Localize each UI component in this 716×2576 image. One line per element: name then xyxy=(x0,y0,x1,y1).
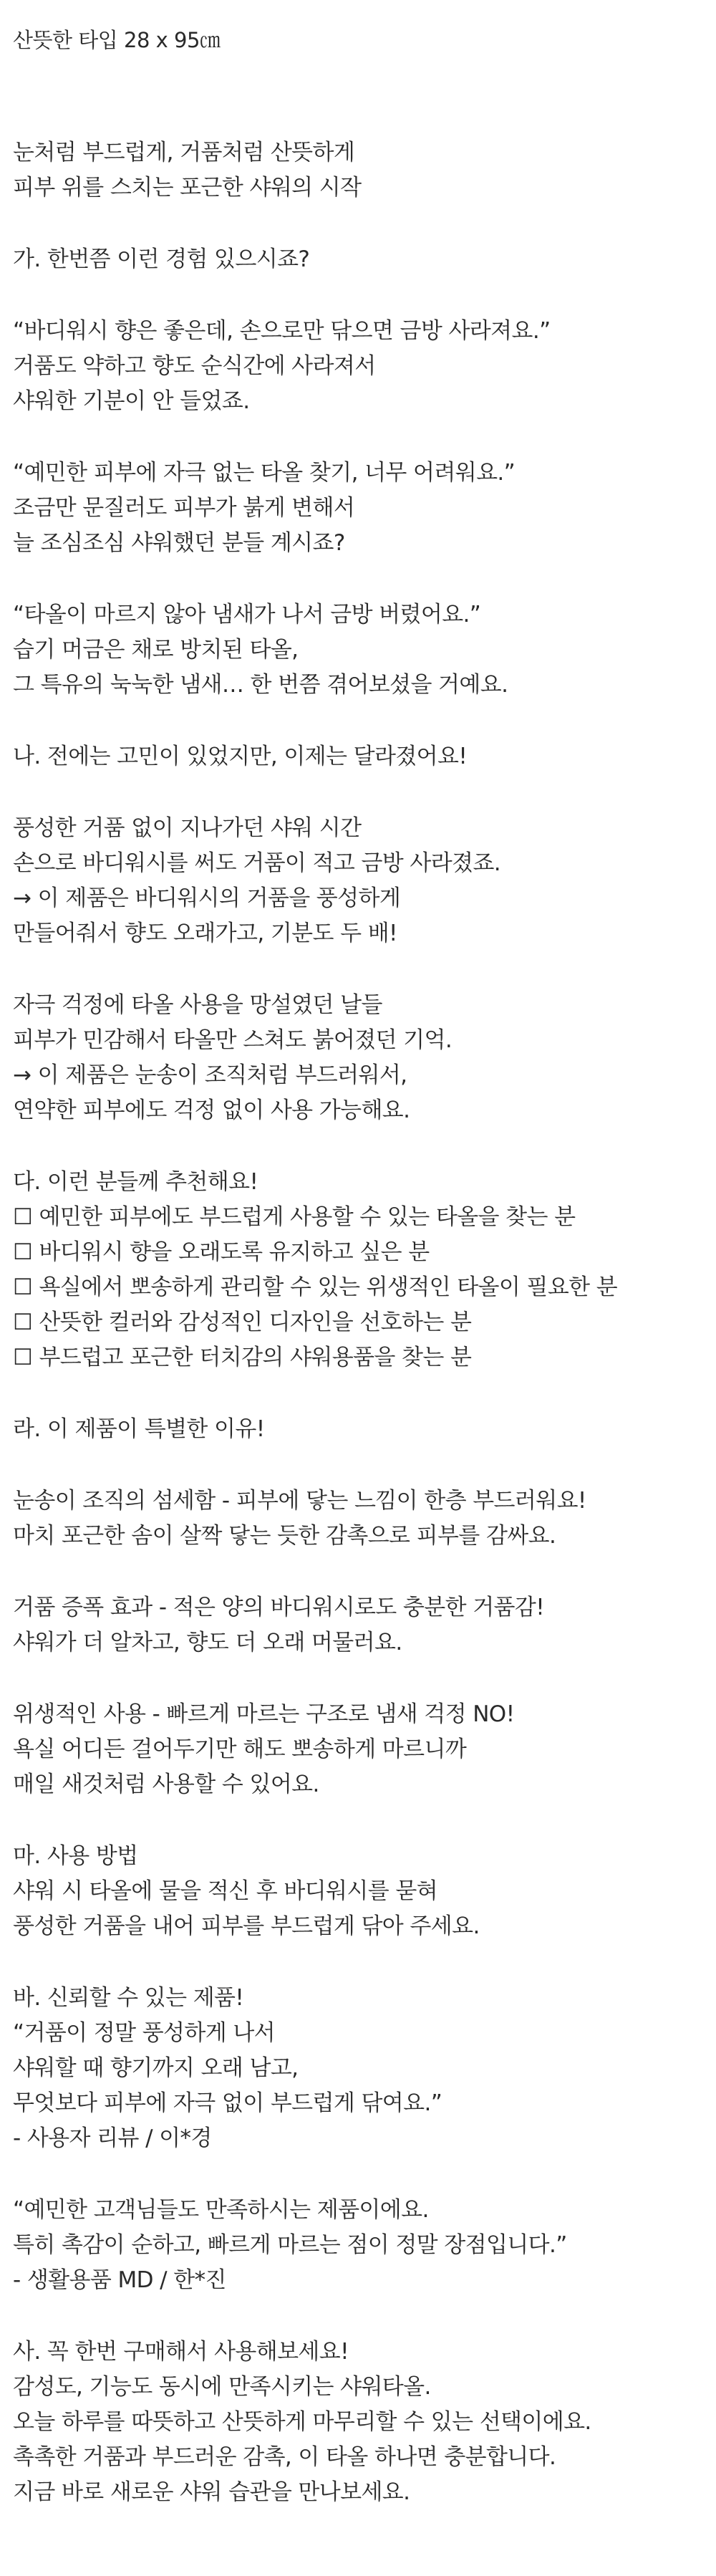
quote-line: 샤워할 때 향기까지 오래 남고, xyxy=(13,2055,299,2081)
paragraph-line: 지금 바로 새로운 샤워 습관을 만나보세요. xyxy=(13,2479,410,2505)
paragraph-line: 연약한 피부에도 걱정 없이 사용 가능해요. xyxy=(13,1097,410,1123)
paragraph-line: 손으로 바디워시를 써도 거품이 적고 금방 사라졌죠. xyxy=(13,850,501,876)
quote-line: “예민한 피부에 자극 없는 타올 찾기, 너무 어려워요.” xyxy=(13,460,516,486)
paragraph-line: 그 특유의 눅눅한 냄새… 한 번쯤 겪어보셨을 거예요. xyxy=(13,672,508,698)
paragraph-line: 거품도 약하고 향도 순식간에 사라져서 xyxy=(13,353,376,379)
quote-line: “거품이 정말 풍성하게 나서 xyxy=(13,2020,276,2046)
checklist-item: ☐ 바디워시 향을 오래도록 유지하고 싶은 분 xyxy=(13,1239,430,1265)
paragraph-line: 샤워한 기분이 안 들었죠. xyxy=(13,388,250,414)
paragraph-line: 마치 포근한 솜이 살짝 닿는 듯한 감촉으로 피부를 감싸요. xyxy=(13,1523,556,1549)
paragraph-line: 샤워 시 타올에 물을 적신 후 바디워시를 묻혀 xyxy=(13,1878,438,1904)
product-title: 산뜻한 타입 28 x 95㎝ xyxy=(13,28,221,52)
paragraph-line: 촉촉한 거품과 부드러운 감촉, 이 타올 하나면 충분합니다. xyxy=(13,2444,556,2470)
paragraph-line: 자극 걱정에 타올 사용을 망설였던 날들 xyxy=(13,992,382,1018)
paragraph-line: 습기 머금은 채로 방치된 타올, xyxy=(13,637,299,663)
section-heading: 라. 이 제품이 특별한 이유! xyxy=(13,1416,265,1442)
paragraph-line: 위생적인 사용 - 빠르게 마르는 구조로 냄새 걱정 NO! xyxy=(13,1701,515,1727)
section-heading: 사. 꼭 한번 구매해서 사용해보세요! xyxy=(13,2339,349,2365)
paragraph-line: 눈송이 조직의 섬세함 - 피부에 닿는 느낌이 한층 부드러워요! xyxy=(13,1488,586,1514)
paragraph-line: 풍성한 거품 없이 지나가던 샤워 시간 xyxy=(13,815,362,841)
intro-line: 피부 위를 스치는 포근한 샤워의 시작 xyxy=(13,175,362,201)
checklist-item: ☐ 산뜻한 컬러와 감성적인 디자인을 선호하는 분 xyxy=(13,1309,472,1335)
paragraph-line: 샤워가 더 알차고, 향도 더 오래 머물러요. xyxy=(13,1630,402,1655)
review-author: - 생활용품 MD / 한*진 xyxy=(13,2267,226,2293)
paragraph-line: 풍성한 거품을 내어 피부를 부드럽게 닦아 주세요. xyxy=(13,1913,480,1939)
paragraph-line: 매일 새것처럼 사용할 수 있어요. xyxy=(13,1772,319,1797)
paragraph-line: 거품 증폭 효과 - 적은 양의 바디워시로도 충분한 거품감! xyxy=(13,1595,545,1620)
intro-line: 눈처럼 부드럽게, 거품처럼 산뜻하게 xyxy=(13,140,355,165)
paragraph-line: 욕실 어디든 걸어두기만 해도 뽀송하게 마르니까 xyxy=(13,1736,467,1762)
section-heading: 가. 한번쯤 이런 경험 있으시죠? xyxy=(13,246,310,272)
paragraph-line: 늘 조심조심 샤워했던 분들 계시죠? xyxy=(13,530,345,556)
checklist-item: ☐ 예민한 피부에도 부드럽게 사용할 수 있는 타올을 찾는 분 xyxy=(13,1204,576,1230)
paragraph-line: 감성도, 기능도 동시에 만족시키는 샤워타올. xyxy=(13,2374,431,2400)
quote-line: “바디워시 향은 좋은데, 손으로만 닦으면 금방 사라져요.” xyxy=(13,318,551,344)
checklist-item: ☐ 욕실에서 뽀송하게 관리할 수 있는 위생적인 타올이 필요한 분 xyxy=(13,1274,618,1300)
review-author: - 사용자 리뷰 / 이*경 xyxy=(13,2125,212,2151)
section-heading: 나. 전에는 고민이 있었지만, 이제는 달라졌어요! xyxy=(13,744,468,769)
section-heading: 바. 신뢰할 수 있는 제품! xyxy=(13,1985,244,2011)
paragraph-line: 피부가 민감해서 타올만 스쳐도 붉어졌던 기억. xyxy=(13,1027,453,1053)
quote-line: 특히 촉감이 순하고, 빠르게 마르는 점이 정말 장점입니다.” xyxy=(13,2232,567,2258)
paragraph-line: → 이 제품은 바디워시의 거품을 풍성하게 xyxy=(13,885,401,911)
paragraph-line: 만들어줘서 향도 오래가고, 기분도 두 배! xyxy=(13,921,397,946)
section-heading: 마. 사용 방법 xyxy=(13,1843,138,1869)
section-heading: 다. 이런 분들께 추천해요! xyxy=(13,1169,258,1195)
quote-line: 무엇보다 피부에 자극 없이 부드럽게 닦여요.” xyxy=(13,2090,442,2116)
paragraph-line: → 이 제품은 눈송이 조직처럼 부드러워서, xyxy=(13,1062,407,1088)
quote-line: “예민한 고객님들도 만족하시는 제품이에요. xyxy=(13,2197,429,2223)
quote-line: “타올이 마르지 않아 냄새가 나서 금방 버렸어요.” xyxy=(13,602,481,628)
checklist-item: ☐ 부드럽고 포근한 터치감의 샤워용품을 찾는 분 xyxy=(13,1345,472,1370)
paragraph-line: 오늘 하루를 따뜻하고 산뜻하게 마무리할 수 있는 선택이에요. xyxy=(13,2409,591,2435)
paragraph-line: 조금만 문질러도 피부가 붉게 변해서 xyxy=(13,495,355,521)
